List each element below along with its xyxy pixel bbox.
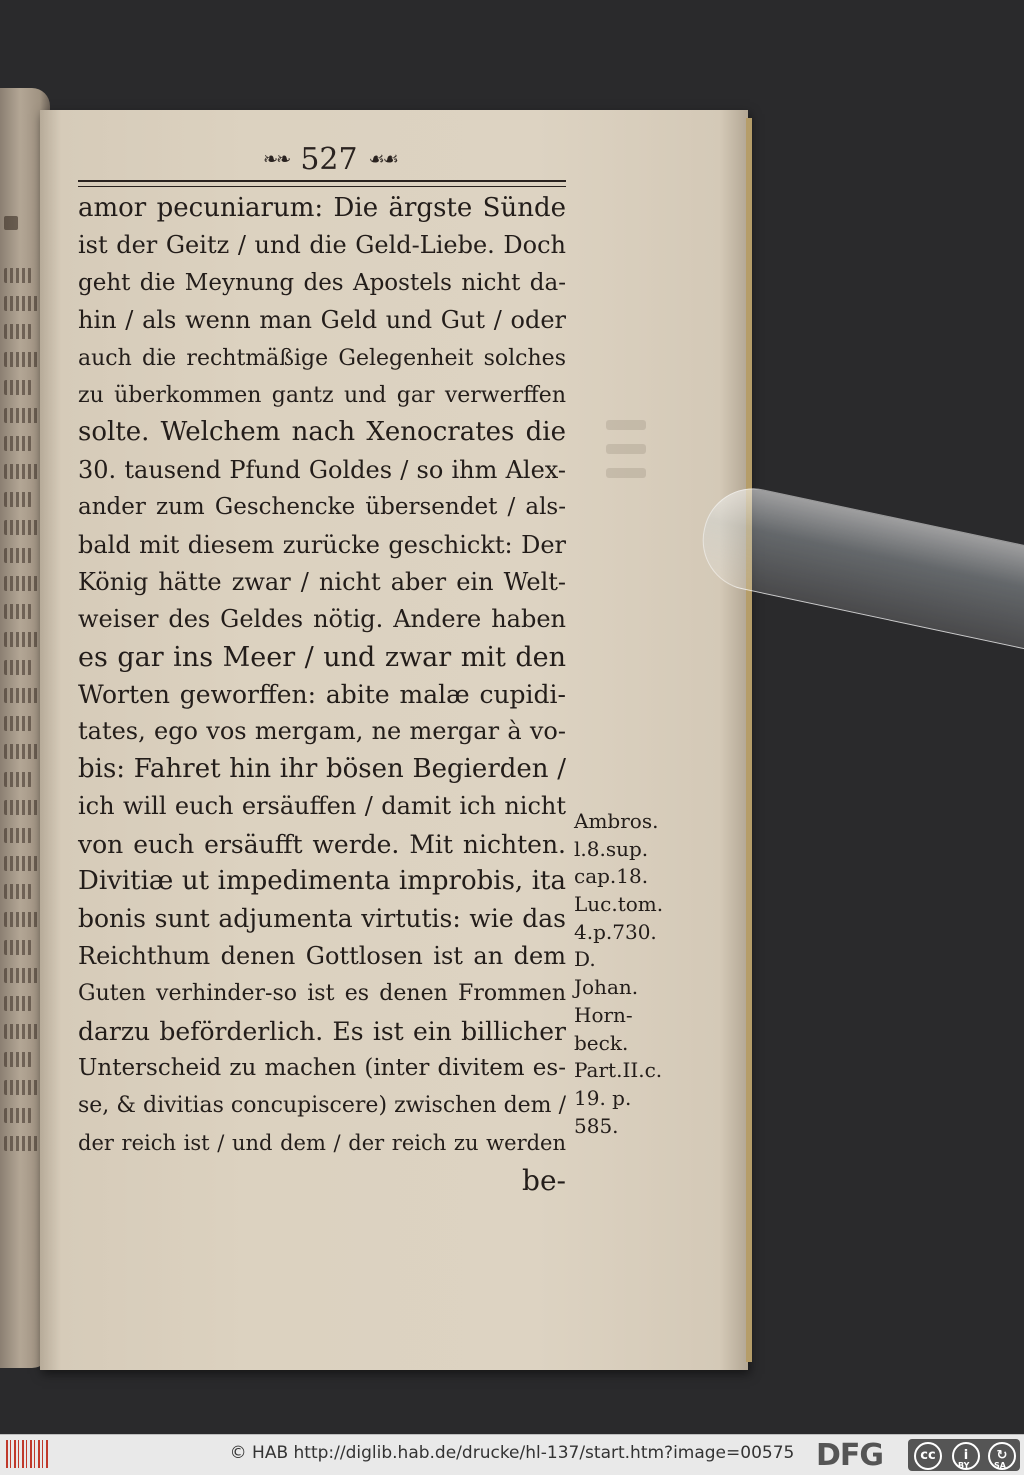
margin-note: Horn-	[574, 1002, 633, 1027]
text-line: amor pecuniarum: Die ärgste Sünde	[78, 193, 566, 223]
text-line: ich will euch ersäuffen / damit ich nicht	[78, 792, 566, 821]
previous-page-line	[4, 268, 32, 283]
previous-page-line	[4, 352, 39, 367]
text-line: Reichthum denen Gottlosen ist an dem	[78, 941, 566, 970]
margin-note: 4.p.730.	[574, 919, 657, 944]
margin-note: D.	[574, 947, 596, 972]
margin-note: l.8.sup.	[574, 836, 649, 861]
previous-page-line	[4, 1080, 39, 1095]
right-ornament-icon: ☙☙	[368, 149, 397, 170]
margin-note: Ambros.	[574, 809, 659, 833]
text-line: Guten verhinder-so ist es denen Frommen	[78, 981, 566, 1007]
text-line: solte. Welchem nach Xenocrates die	[78, 417, 566, 448]
previous-page-line	[4, 548, 32, 563]
text-line: der reich ist / und dem / der reich zu werden	[78, 1130, 566, 1155]
previous-page-line	[4, 632, 39, 647]
previous-page-line	[4, 1024, 39, 1039]
previous-page-line	[4, 828, 32, 843]
previous-page-marker	[4, 216, 18, 230]
text-line: zu überkommen gantz und gar verwerffen	[78, 382, 566, 408]
previous-page-line	[4, 968, 39, 983]
by-label: BY	[958, 1461, 970, 1470]
sa-icon: ↻	[988, 1442, 1016, 1470]
previous-page-line	[4, 520, 39, 535]
cc-icon: cc	[914, 1442, 942, 1470]
previous-page-line	[4, 464, 39, 479]
dfg-logo: DFG	[816, 1438, 884, 1473]
previous-page-line	[4, 436, 32, 451]
text-line: se, & divitias concupiscere) zwischen dem /	[78, 1093, 566, 1119]
previous-page-line	[4, 996, 32, 1011]
text-line: be-	[522, 1164, 566, 1198]
show-through-ghost-text	[606, 420, 646, 500]
text-line: 30. tausend Pfund Goldes / so ihm Alex-	[78, 455, 566, 484]
text-line: geht die Meynung des Apostels nicht da-	[78, 269, 566, 296]
page-edge	[746, 118, 752, 1362]
previous-page-line	[4, 772, 32, 787]
footer-bar	[0, 1434, 1024, 1475]
previous-page-line	[4, 408, 39, 423]
text-line: ist der Geitz / und die Geld-Liebe. Doch	[78, 231, 566, 260]
text-line: bis: Fahret hin ihr bösen Begierden /	[78, 753, 566, 784]
body-text	[78, 190, 566, 1200]
previous-page-line	[4, 660, 32, 675]
text-line: tates, ego vos mergam, ne mergar à vo-	[78, 717, 566, 746]
text-line: hin / als wenn man Geld und Gut / oder	[78, 306, 566, 335]
text-line: ander zum Geschencke übersendet / als-	[78, 494, 566, 521]
previous-page-line	[4, 1052, 32, 1067]
text-line: bonis sunt adjumenta virtutis: wie das	[78, 904, 566, 934]
previous-page-line	[4, 912, 39, 927]
left-ornament-icon: ❧❧	[263, 149, 290, 170]
text-line: Unterscheid zu machen (inter divitem es-	[78, 1054, 566, 1081]
margin-note: beck.	[574, 1030, 629, 1055]
previous-page-text-fragments	[0, 268, 44, 1164]
text-line: weiser des Geldes nötig. Andere haben	[78, 605, 566, 634]
previous-page-line	[4, 940, 32, 955]
previous-page-line	[4, 576, 39, 591]
previous-page-line	[4, 604, 32, 619]
text-line: von euch ersäufft werde. Mit nichten.	[78, 829, 566, 859]
previous-page-line	[4, 800, 39, 815]
page-number: 527	[300, 142, 358, 177]
text-line: es gar ins Meer / und zwar mit den	[78, 641, 566, 673]
previous-page-line	[4, 688, 39, 703]
previous-page-line	[4, 324, 32, 339]
previous-page-line	[4, 492, 32, 507]
header-rule	[78, 180, 566, 187]
previous-page-line	[4, 744, 39, 759]
margin-note: Luc.tom.	[574, 892, 664, 917]
text-line: bald mit diesem zurücke geschickt: Der	[78, 530, 566, 559]
text-line: darzu beförderlich. Es ist ein billicher	[78, 1016, 566, 1046]
margin-note: 19. p.	[574, 1085, 632, 1110]
previous-page-line	[4, 1108, 32, 1123]
margin-notes	[574, 808, 664, 1140]
previous-page-line	[4, 716, 32, 731]
margin-note: Johan.	[574, 975, 639, 1000]
sa-label: SA	[994, 1461, 1006, 1470]
cc-license-badge[interactable]	[908, 1439, 1020, 1471]
credit-link[interactable]: © HAB http://diglib.hab.de/drucke/hl-137/start.htm?image=00575	[229, 1443, 795, 1463]
previous-page-line	[4, 1136, 39, 1151]
margin-note: 585.	[574, 1113, 619, 1138]
margin-note: cap.18.	[574, 864, 649, 889]
page-header	[225, 142, 435, 176]
previous-page-line	[4, 856, 39, 871]
previous-page-line	[4, 380, 32, 395]
by-icon: i	[952, 1442, 980, 1470]
text-line: König hätte zwar / nicht aber ein Welt-	[78, 567, 566, 596]
margin-note: Part.II.c.	[574, 1058, 663, 1083]
text-line: Divitiæ ut impedimenta improbis, ita	[78, 866, 566, 897]
previous-page-line	[4, 884, 32, 899]
text-line: Worten geworffen: abite malæ cupidi-	[78, 680, 566, 710]
text-line: auch die rechtmäßige Gelegenheit solches	[78, 345, 566, 371]
previous-page-line	[4, 296, 39, 311]
